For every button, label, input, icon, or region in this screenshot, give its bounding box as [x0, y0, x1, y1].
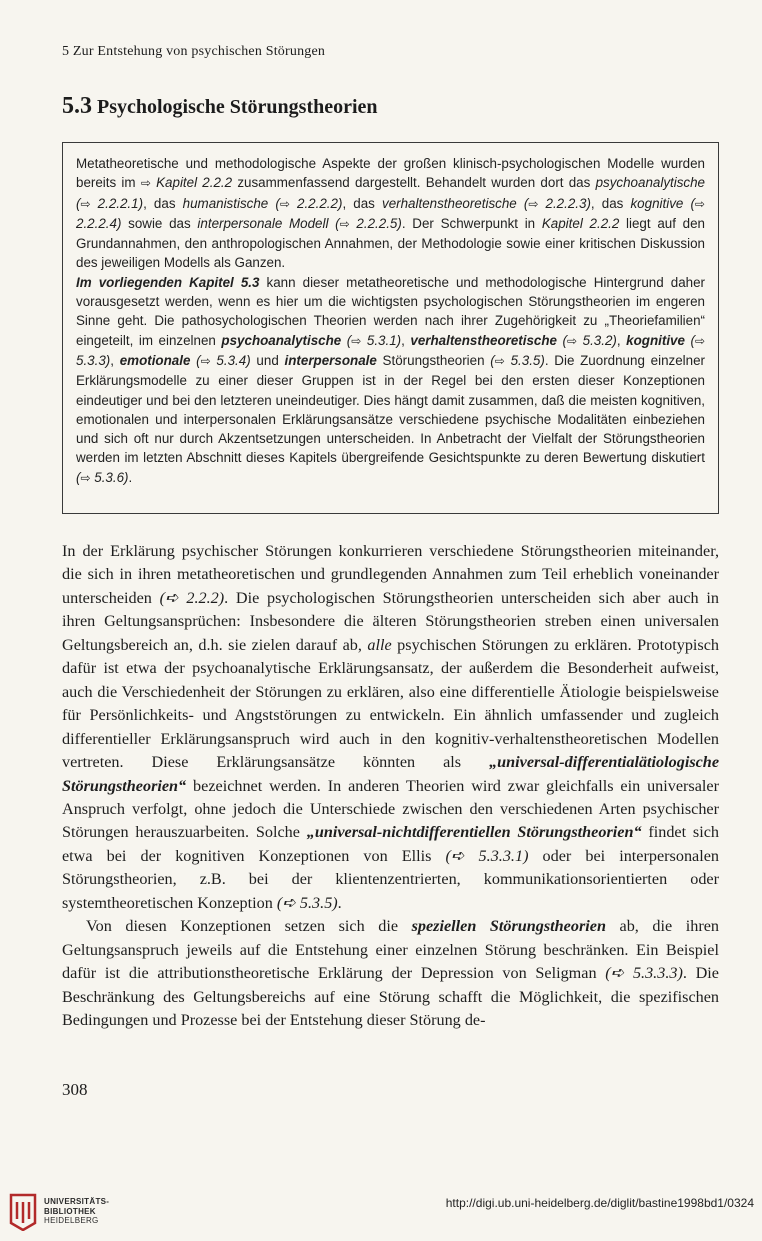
logo-line-3: HEIDELBERG — [44, 1216, 99, 1225]
arrow-icon: ⇨ — [80, 470, 91, 485]
page-number: 308 — [62, 1080, 88, 1099]
arrow-icon: ⇨ — [694, 196, 705, 211]
arrow-icon: ⇨ — [528, 196, 539, 211]
source-url[interactable]: http://digi.ub.uni-heidelberg.de/diglit/bastine1998bd1/0324 — [445, 1196, 754, 1210]
arrow-icon: ⇨ — [339, 216, 350, 231]
summary-box — [62, 142, 719, 514]
arrow-icon: ⇨ — [567, 333, 578, 348]
section-title — [62, 93, 378, 120]
body-paragraph-2: Von diesen Konzeptionen setzen sich die speziellen Störungstheorien ab, die ihren Geltungsanspruch jeweils auf die Entstehung einer einzelnen Störung beschränken. Ein Beispiel dafür ist die attributionstheoretische Erklärung der Depression von Seligman (➪ 5.3.3.3). Die Beschränkung des Geltungsbereichs auf eine Störung schafft die Möglichkeit, die spezifischen Bedingungen und Prozesse bei der Entstehung dieser Störung de- — [62, 917, 719, 1030]
arrow-icon: ⇨ — [80, 196, 91, 211]
library-emblem-icon — [8, 1193, 38, 1231]
arrow-icon: ➪ — [282, 893, 296, 912]
arrow-icon: ➪ — [610, 964, 625, 983]
library-logo — [8, 1193, 138, 1233]
main-body-text — [62, 540, 719, 1033]
logo-line-2: BIBLIOTHEK — [44, 1206, 96, 1216]
arrow-icon: ⇨ — [694, 333, 706, 348]
arrow-icon: ⇨ — [200, 353, 211, 368]
arrow-icon: ⇨ — [494, 353, 505, 368]
logo-line-1: UNIVERSITÄTS- — [44, 1197, 110, 1206]
arrow-icon: ⇨ — [279, 196, 290, 211]
summary-paragraph-2: Im vorliegenden Kapitel 5.3 kann dieser metatheoretische und methodologische Hintergrund daher vorausgesetzt werden, wenn es hier um die wichtigsten psychologischen Störungstheorien im engeren Sinne geht. Die pathosychologischen Theorien werden nach ihrer Zugehörigkeit zu „Theoriefamilien“ eingeteilt, im einzelnen psychoanalytische (⇨ 5.3.1), verhaltenstheoretische (⇨ 5.3.2), kognitive (⇨ 5.3.3), emotionale (⇨ 5.3.4) und interpersonale Störungstheorien (⇨ 5.3.5). Die Zuordnung einzelner Erklärungsmodelle zu einer dieser Gruppen ist in der Regel bei den ersten dieser Konzeptionen eindeutiger und bei den letzteren uneindeutiger. Dies hängt damit zusammen, daß die meisten kognitiven, emotionalen und interpersonalen Erklärungsansätze verschiedene psychische Modalitäten einbeziehen und sich oft nur durch Akzentsetzungen unterscheiden. In Anbetracht der Vielfalt der Störungstheorien werden im letzten Abschnitt dieses Kapitels übergreifende Gesichtspunkte zu deren Bewertung diskutiert (⇨ 5.3.6). — [76, 274, 706, 485]
arrow-icon: ➪ — [450, 846, 465, 865]
summary-paragraph-1: Metatheoretische und methodologische Aspekte der großen klinisch-psychologischen Modelle wurden bereits im ⇨ Kapitel 2.2.2 zusammenfassend dargestellt. Behandelt wurden dort das psychoanalytische (⇨ 2.2.2.1), das humanistische (⇨ 2.2.2.2), das verhaltenstheoretische (⇨ 2.2.2.3), das kognitive (⇨ 2.2.2.4) sowie das interpersonale Modell (⇨ 2.2.2.5). Der Schwerpunkt in Kapitel 2.2.2 liegt auf den Grundannahmen, den anthropologischen Annahmen, der Methodologie sowie einer kritischen Diskussion des jeweiligen Modells als Ganzen. — [76, 156, 705, 271]
arrow-icon: ⇨ — [140, 176, 151, 191]
body-paragraph-1: In der Erklärung psychischer Störungen konkurrieren verschiedene Störungstheorien miteinander, die sich in ihren metatheoretischen und grundlegenden Annahmen zum Teil erheblich voneinander unterscheiden (➪ 2.2.2). Die psychologischen Störungstheorien unterscheiden sich aber auch in ihren Geltungsansprüchen: Insbesondere die älteren Störungstheorien streben einen universalen Geltungsbereich an, d.h. sie zielen darauf ab, alle psychischen Störungen zu erklären. Prototypisch dafür ist etwa der psychoanalytische Erklärungsansatz, der außerdem die Besonderheit aufweist, auch die Verschiedenheit der Störungen zu erklären, also eine differentielle Ätiologie beispielsweise für Persönlichkeits- und Angststörungen zu entwickeln. Ein ähnlich umfassender und zugleich differentieller Erklärungsanspruch wird auch in den kognitiv-verhaltenstheoretischen Modellen vertreten. Diese Erklärungsansätze könnten als „universal-differentialätiologische Störungstheorien“ bezeichnet werden. In anderen Theorien wird zwar gleichfalls ein universaler Anspruch verfolgt, ohne jedoch die Unterschiede zwischen den verschiedenen Arten psychischer Störungen herauszuarbeiten. Solche „universal-nichtdifferentiellen Störungstheorien“ findet sich etwa bei der kognitiven Konzeptionen von Ellis (➪ 5.3.3.1) oder bei interpersonalen Störungstheorien, z.B. bei der klientenzentrierten, kommunikationsorientierten oder systemtheoretischen Konzeption (➪ 5.3.5). — [62, 542, 720, 912]
arrow-icon: ➪ — [165, 588, 179, 607]
arrow-icon: ⇨ — [351, 333, 362, 348]
section-number: 5.3 — [62, 93, 92, 119]
running-head: 5 Zur Entstehung von psychischen Störungen — [62, 44, 326, 59]
section-title-text: Psychologische Störungstheorien — [97, 96, 378, 118]
